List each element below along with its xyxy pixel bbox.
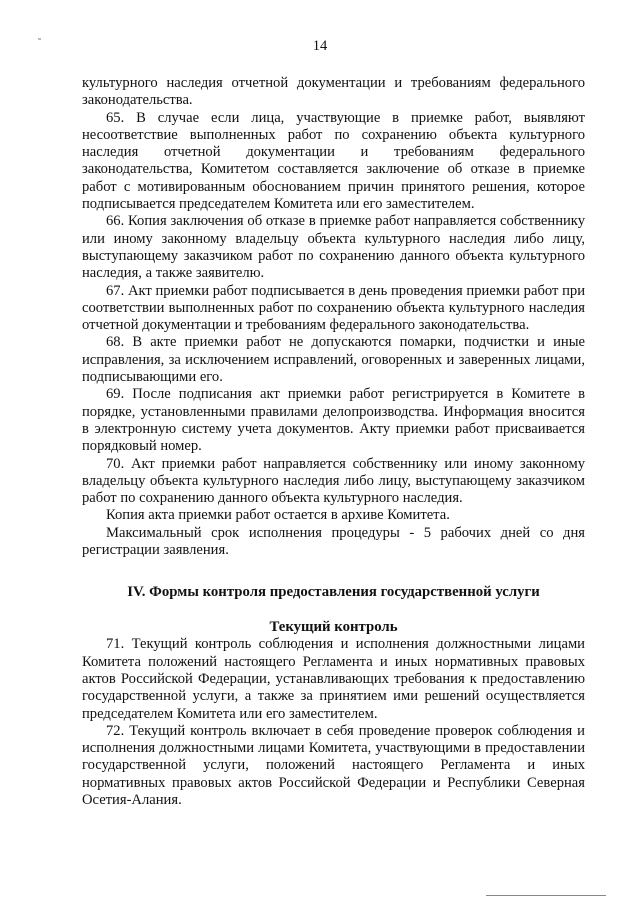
paragraph-continuation: культурного наследия отчетной документации и требованиям федерального законодательства. [82,75,585,109]
paragraph-archive-copy: Копия акта приемки работ остается в архиве Комитета. [106,507,450,524]
paragraph-66: 66. Копия заключения об отказе в приемке работ направляется собственнику или иному законному владельцу объекта культурного наследия либо лицу, выступающему заказчиком работ по сохранению данного объекта культурного наследия, а также заявителю. [82,213,585,282]
section-heading: IV. Формы контроля предоставления государственной услуги [127,584,540,601]
page-number: 14 [312,38,328,54]
paragraph-68: 68. В акте приемки работ не допускаются помарки, подчистки и иные исправления, за исключением исправлений, оговоренных и заверенных лицами, подписывающими его. [82,334,585,386]
paragraph-max-term: Максимальный срок исполнения процедуры - 5 рабочих дней со дня регистрации заявления. [82,524,585,559]
paragraph-71: 71. Текущий контроль соблюдения и исполнения должностными лицами Комитета положений настоящего Регламента и иных нормативных правовых актов Российской Федерации, устанавливающих требования к предоставлению государственной услуги, а также за принятием ими решений осуществляется председателем Комитета или его заместителем. [82,636,585,722]
paragraph-70: 70. Акт приемки работ направляется собственнику или иному законному владельцу объекта культурного наследия либо лицу, выступающему заказчиком работ по сохранению данного объекта культурного наследия. [82,455,585,507]
paragraph-69: 69. После подписания акт приемки работ регистрируется в Комитете в порядке, установленными правилами делопроизводства. Информация вносится в электронную систему учета документов. Акту приемки работ присваивается порядковый номер. [82,386,585,455]
document-body [82,75,585,809]
paragraph-67: 67. Акт приемки работ подписывается в день проведения приемки работ при соответствии выполненных работ по сохранению объекта культурного наследия отчетной документации и требованиям федерального законодательства. [82,282,585,334]
paragraph-65: 65. В случае если лица, участвующие в приемке работ, выявляют несоответствие выполненных работ по сохранению объекта культурного наследия отчетной документации и требованиям федерального законодательства, Комитетом составляется заключение об отказе в приемке работ с мотивированным обоснованием причин принятого решения, которое подписывается председателем Комитета или его заместителем. [82,109,585,213]
paragraph-72: 72. Текущий контроль включает в себя проведение проверок соблюдения и исполнения должностными лицами Комитета, участвующими в предоставлении государственной услуги, положений настоящего Регламента и иных нормативных правовых актов Российской Федерации и Республики Северная Осетия-Алания. [82,722,585,808]
footer-rule [486,895,606,896]
sub-heading: Текущий контроль [269,619,398,636]
